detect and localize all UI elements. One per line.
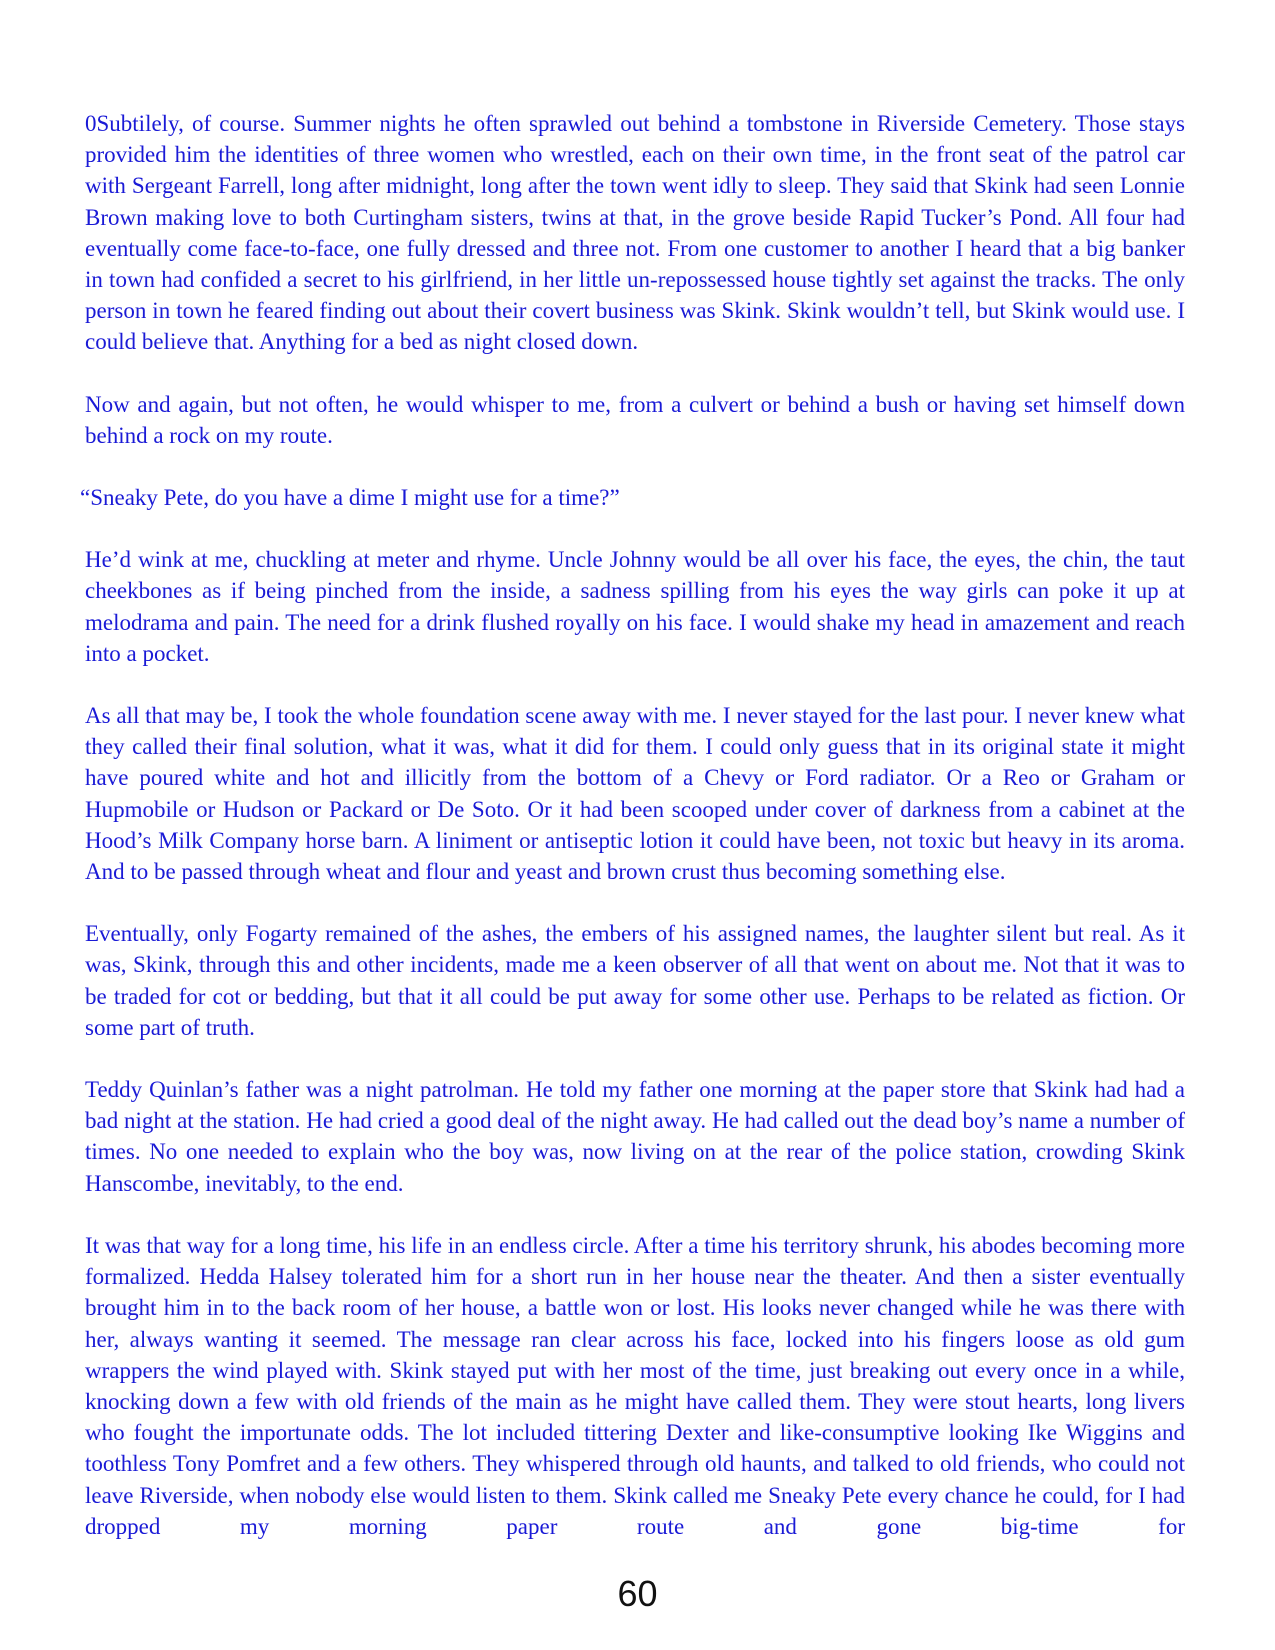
paragraph-endless-circle: It was that way for a long time, his life in an endless circle. After a time his territory shrunk, his abodes becoming more formalized. Hedda Halsey tolerated him for a short run in her house near the theater. And then a sister eventually brought him in to the back room of her house, a battle won or lost. His looks never changed while he was there with her, always wanting it seemed. The message ran clear across his face, locked into his fingers loose as old gum wrappers the wind played with. Skink stayed put with her most of the time, just breaking out every once in a while, knocking down a few with old friends of the main as he might have called them. They were stout hearts, long livers who fought the importunate odds. The lot included tittering Dexter and like-consumptive looking Ike Wiggins and toothless Tony Pomfret and a few others. They whispered through old haunts, and talked to old friends, who could not leave Riverside, when nobody else would listen to them. Skink called me Sneaky Pete every chance he could, for I had dropped my morning paper route and gone big-time for [85, 1232, 1185, 1539]
document-body [80, 108, 1185, 1542]
paragraph-quinlan: Teddy Quinlan’s father was a night patrolman. He told my father one morning at the paper store that Skink had had a bad night at the station. He had cried a good deal of the night away. He had called out the dead boy’s name a number of times. No one needed to explain who the boy was, now living on at the rear of the police station, crowding Skink Hanscombe, inevitably, to the end. [85, 1077, 1185, 1196]
page-number: 60 [617, 1573, 658, 1614]
paragraph-wink: He’d wink at me, chuckling at meter and rhyme. Uncle Johnny would be all over his face, the eyes, the chin, the taut cheekbones as if being pinched from the inside, a sadness spilling from his eyes the way girls can poke it up at melodrama and pain. The need for a drink flushed royally on his face. I would shake my head in amazement and reach into a pocket. [85, 547, 1185, 666]
paragraph-quote: “Sneaky Pete, do you have a dime I might use for a time?” [80, 485, 620, 511]
paragraph-whisper: Now and again, but not often, he would whisper to me, from a culvert or behind a bush or having set himself down behind a rock on my route. [85, 391, 1185, 448]
paragraph-cemetery: 0Subtilely, of course. Summer nights he often sprawled out behind a tombstone in Riverside Cemetery. Those stays provided him the identities of three women who wrestled, each on their own time, in the front seat of the patrol car with Sergeant Farrell, long after midnight, long after the town went idly to sleep. They said that Skink had seen Lonnie Brown making love to both Curtingham sisters, twins at that, in the grove beside Rapid Tucker’s Pond. All four had eventually come face-to-face, one fully dressed and three not. From one customer to another I heard that a big banker in town had confided a secret to his girlfriend, in her little un-repossessed house tightly set against the tracks. The only person in town he feared finding out about their covert business was Skink. Skink wouldn’t tell, but Skink would use. I could believe that. Anything for a bed as night closed down. [85, 111, 1185, 355]
paragraph-fogarty: Eventually, only Fogarty remained of the ashes, the embers of his assigned names, the laughter silent but real. As it was, Skink, through this and other incidents, made me a keen observer of all that went on about me. Not that it was to be traded for cot or bedding, but that it all could be put away for some other use. Perhaps to be related as fiction. Or some part of truth. [85, 921, 1185, 1040]
paragraph-foundation: As all that may be, I took the whole foundation scene away with me. I never stayed for the last pour. I never knew what they called their final solution, what it was, what it did for them. I could only guess that in its original state it might have poured white and hot and illicitly from the bottom of a Chevy or Ford radiator. Or a Reo or Graham or Hupmobile or Hudson or Packard or De Soto. Or it had been scooped under cover of darkness from a cabinet at the Hood’s Milk Company horse barn. A liniment or antiseptic lotion it could have been, not toxic but heavy in its aroma. And to be passed through wheat and flour and yeast and brown crust thus becoming something else. [85, 703, 1185, 885]
